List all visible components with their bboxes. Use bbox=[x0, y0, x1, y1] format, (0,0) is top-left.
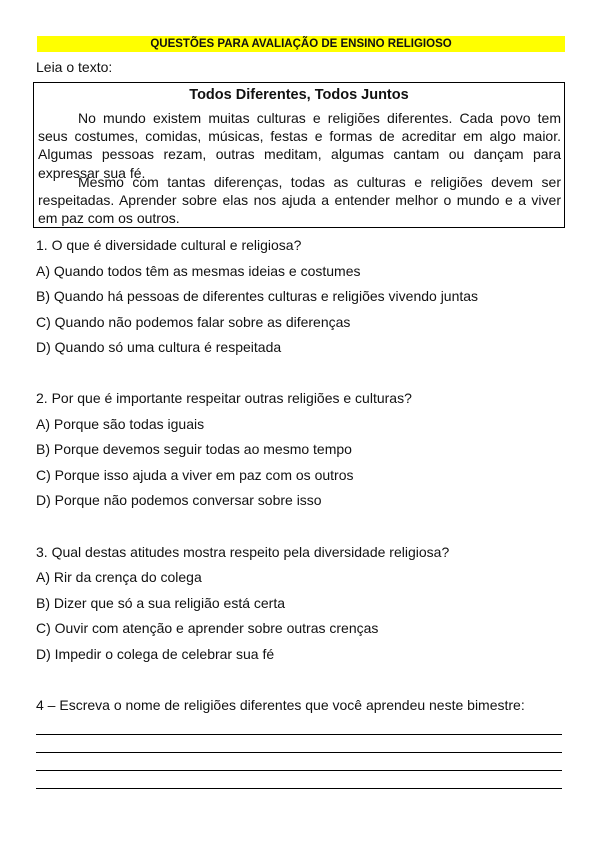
header-title: QUESTÕES PARA AVALIAÇÃO DE ENSINO RELIGIOSO bbox=[37, 36, 565, 52]
reading-paragraph-2: Mesmo com tantas diferenças, todas as culturas e religiões devem ser respeitadas. Aprender sobre elas nos ajuda a entender melhor o mundo e a viver em paz com os outros. bbox=[38, 174, 561, 227]
question-1-option-a[interactable]: A) Quando todos têm as mesmas ideias e costumes bbox=[36, 263, 361, 279]
answer-line-1[interactable] bbox=[36, 734, 562, 735]
question-2-option-a[interactable]: A) Porque são todas iguais bbox=[36, 416, 205, 432]
question-1-option-d[interactable]: D) Quando só uma cultura é respeitada bbox=[36, 339, 282, 355]
question-1-prompt: 1. O que é diversidade cultural e religiosa? bbox=[36, 237, 302, 253]
question-1-option-c[interactable]: C) Quando não podemos falar sobre as diferenças bbox=[36, 314, 351, 330]
question-3-option-c[interactable]: C) Ouvir com atenção e aprender sobre outras crenças bbox=[36, 620, 379, 636]
question-2-option-c[interactable]: C) Porque isso ajuda a viver em paz com os outros bbox=[36, 467, 354, 483]
question-3-option-b[interactable]: B) Dizer que só a sua religião está certa bbox=[36, 595, 286, 611]
answer-line-4[interactable] bbox=[36, 788, 562, 789]
question-4-prompt: 4 – Escreva o nome de religiões diferentes que você aprendeu neste bimestre: bbox=[36, 697, 525, 713]
question-2-option-b[interactable]: B) Porque devemos seguir todas ao mesmo tempo bbox=[36, 441, 352, 457]
intro-text: Leia o texto: bbox=[36, 59, 113, 75]
answer-line-2[interactable] bbox=[36, 752, 562, 753]
reading-title: Todos Diferentes, Todos Juntos bbox=[189, 87, 409, 103]
question-2-prompt: 2. Por que é importante respeitar outras religiões e culturas? bbox=[36, 390, 412, 406]
question-3-option-d[interactable]: D) Impedir o colega de celebrar sua fé bbox=[36, 646, 275, 662]
answer-line-3[interactable] bbox=[36, 770, 562, 771]
reading-box bbox=[33, 82, 565, 228]
question-3-option-a[interactable]: A) Rir da crença do colega bbox=[36, 569, 202, 585]
question-1-option-b[interactable]: B) Quando há pessoas de diferentes culturas e religiões vivendo juntas bbox=[36, 288, 479, 304]
question-2-option-d[interactable]: D) Porque não podemos conversar sobre isso bbox=[36, 492, 322, 508]
question-3-prompt: 3. Qual destas atitudes mostra respeito pela diversidade religiosa? bbox=[36, 544, 450, 560]
reading-paragraph-1: No mundo existem muitas culturas e religiões diferentes. Cada povo tem seus costumes, comidas, músicas, festas e formas de acreditar em algo maior. Algumas pessoas rezam, outras meditam, algumas cantam ou dançam para expressar sua fé. bbox=[38, 110, 561, 181]
